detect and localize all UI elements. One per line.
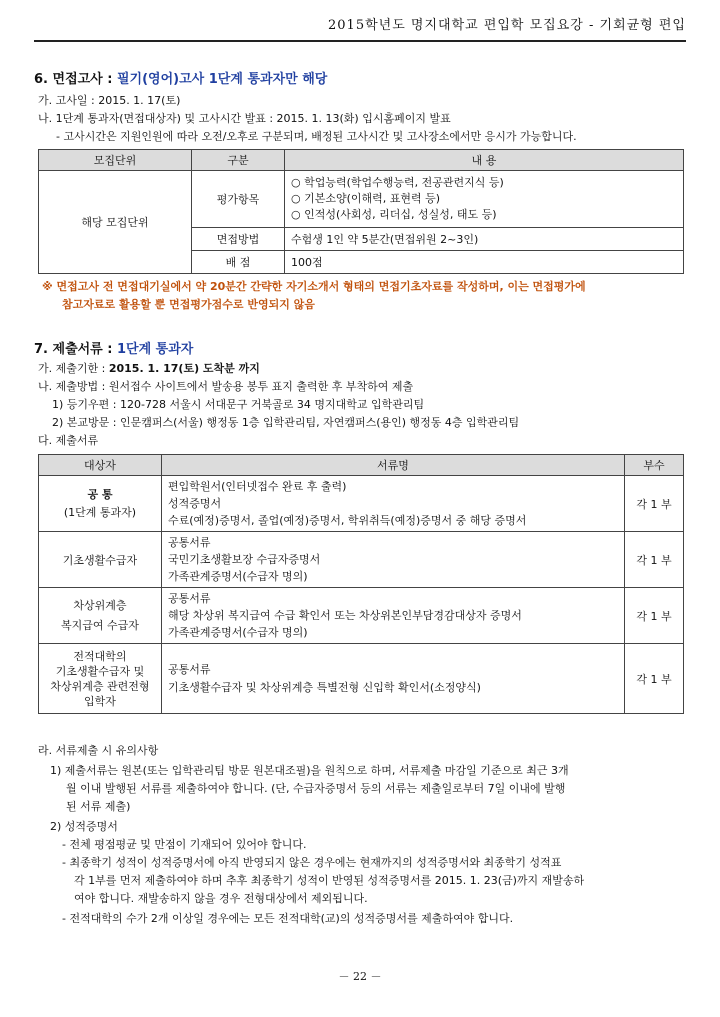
interview-note-line1: ※ 면접고사 전 면접대기실에서 약 20분간 간략한 자기소개서 형태의 면접기초자료를 작성하며, 이는 면접평가에 (42, 280, 586, 293)
target-line: 차상위계층 (73, 598, 127, 612)
doc-line: 기초생활수급자 및 차상위계층 특별전형 신입학 확인서(소정양식) (168, 680, 481, 694)
doc-line: 해당 차상위 복지급여 수급 확인서 또는 차상위본인부담경감대상자 증명서 (168, 609, 522, 622)
precaution-1-line2: 월 이내 발행된 서류를 제출하여야 합니다. (단, 수급자증명서 등의 서류는 제출일로부터 7일 이내에 발행 (66, 782, 566, 795)
target-cell (39, 644, 162, 714)
section-6 (34, 68, 686, 87)
section-7-title: 1단계 통과자 (117, 342, 194, 357)
submit-visit: 2) 본교방문 : 인문캠퍼스(서울) 행정동 1층 입학관리팀, 자연캠퍼스(용인) 행정동 4층 입학관리팀 (52, 416, 520, 429)
page-number: － 22 － (338, 970, 382, 983)
count-cell: 각 1 부 (625, 532, 684, 588)
deadline-value: 2015. 1. 17(토) 도착분 까지 (108, 362, 260, 375)
col-unit: 모집단위 (39, 150, 192, 171)
col-category: 구분 (192, 150, 285, 171)
section-6-number: 6. 면접고사 : (34, 72, 117, 87)
docs-cell (162, 532, 625, 588)
row-content (285, 171, 684, 228)
interview-note-line2: 참고자료로 활용할 뿐 면접평가점수로 반영되지 않음 (62, 298, 315, 311)
target-cell (39, 588, 162, 644)
doc-line: 공통서류 (168, 662, 211, 676)
deadline (38, 360, 260, 376)
doc-line: 공통서류 (168, 536, 211, 549)
precaution-1-line1: 1) 제출서류는 원본(또는 입학관리팀 방문 원본대조필)을 원칙으로 하며, 서류제출 마감일 기준으로 최근 3개 (50, 764, 569, 777)
row-label: 평가항목 (192, 171, 285, 228)
section-6-title: 필기(영어)고사 1단계 통과자만 해당 (117, 72, 328, 87)
page-header: 2015학년도 명지대학교 편입학 모집요강 - 기회균형 편입 (34, 14, 686, 42)
content-line: ○ 인적성(사회성, 리더십, 성실성, 태도 등) (291, 208, 497, 221)
section-6-heading (34, 68, 686, 87)
precaution-1-line3: 된 서류 제출) (66, 800, 131, 813)
target-line: 차상위계층 관련전형 (50, 679, 150, 693)
doc-line: 성적증명서 (168, 497, 222, 510)
documents-label: 다. 제출서류 (38, 434, 99, 447)
precautions-label: 라. 서류제출 시 유의사항 (38, 744, 159, 757)
content-line: ○ 기본소양(이해력, 표현력 등) (291, 192, 441, 205)
exam-time-note: - 고사시간은 지원인원에 따라 오전/오후로 구분되며, 배정된 고사시간 및 고사장소에서만 응시가 가능합니다. (56, 130, 577, 143)
row-label: 배 점 (192, 251, 285, 274)
target-line: 기초생활수급자 및 (55, 664, 145, 678)
row-content: 100점 (285, 251, 684, 274)
col-count: 부수 (625, 455, 684, 476)
content-line: ○ 학업능력(학업수행능력, 전공관련지식 등) (291, 176, 504, 189)
row-content: 수험생 1인 약 5분간(면접위원 2~3인) (285, 228, 684, 251)
announcement: 나. 1단계 통과자(면접대상자) 및 고사시간 발표 : 2015. 1. 13(화) 입시홈페이지 발표 (38, 112, 451, 125)
section-7-heading (34, 338, 686, 357)
unit-cell: 해당 모집단위 (39, 171, 192, 274)
precaution-2-b-line2: 각 1부를 먼저 제출하여야 하며 추후 최종학기 성적이 반영된 성적증명서를 2015. 1. 23(금)까지 재발송하 (74, 874, 585, 887)
precaution-2-b-line3: 여야 합니다. 재발송하지 않을 경우 전형대상에서 제외됩니다. (74, 892, 368, 905)
doc-line: 편입학원서(인터넷접수 완료 후 출력) (168, 480, 347, 493)
col-docs: 서류명 (162, 455, 625, 476)
row-label: 면접방법 (192, 228, 285, 251)
doc-line: 공통서류 (168, 592, 211, 605)
section-7-number: 7. 제출서류 : (34, 342, 117, 357)
doc-line: 수료(예정)증명서, 졸업(예정)증명서, 학위취득(예정)증명서 중 해당 증명서 (168, 514, 527, 527)
col-target: 대상자 (39, 455, 162, 476)
docs-cell (162, 588, 625, 644)
submit-mail: 1) 등기우편 : 120-728 서울시 서대문구 거북골로 34 명지대학교 입학관리팀 (52, 398, 425, 411)
target-cell (39, 532, 162, 588)
submit-method: 나. 제출방법 : 원서접수 사이트에서 발송용 봉투 표지 출력한 후 부착하여 제출 (38, 380, 414, 393)
target-line: 기초생활수급자 (62, 553, 138, 567)
precaution-2-c: - 전적대학의 수가 2개 이상일 경우에는 모든 전적대학(교)의 성적증명서를 제출하여야 합니다. (62, 912, 514, 925)
docs-cell (162, 476, 625, 532)
precaution-2-a: - 전체 평점평균 및 만점이 기재되어 있어야 합니다. (62, 838, 307, 851)
target-line: 공 통 (87, 487, 113, 501)
target-line: (1단계 통과자) (63, 505, 137, 519)
col-content: 내 용 (285, 150, 684, 171)
target-line: 복지급여 수급자 (61, 618, 139, 632)
count-cell: 각 1 부 (625, 644, 684, 714)
doc-line: 가족관계증명서(수급자 명의) (168, 626, 308, 639)
section-7 (34, 338, 686, 357)
exam-date: 가. 고사일 : 2015. 1. 17(토) (38, 94, 181, 107)
target-cell (39, 476, 162, 532)
precaution-2-label: 2) 성적증명서 (50, 820, 118, 833)
precaution-2-b-line1: - 최종학기 성적이 성적증명서에 아직 반영되지 않은 경우에는 현재까지의 성적증명서와 최종학기 성적표 (62, 856, 562, 869)
interview-table (38, 149, 684, 274)
documents-table (38, 454, 684, 714)
deadline-label: 가. 제출기한 : (38, 362, 109, 375)
docs-cell (162, 644, 625, 714)
target-line: 전적대학의 (73, 649, 127, 663)
target-line: 입학자 (84, 694, 116, 708)
count-cell: 각 1 부 (625, 588, 684, 644)
count-cell: 각 1 부 (625, 476, 684, 532)
doc-line: 국민기초생활보장 수급자증명서 (168, 553, 321, 566)
doc-line: 가족관계증명서(수급자 명의) (168, 570, 308, 583)
